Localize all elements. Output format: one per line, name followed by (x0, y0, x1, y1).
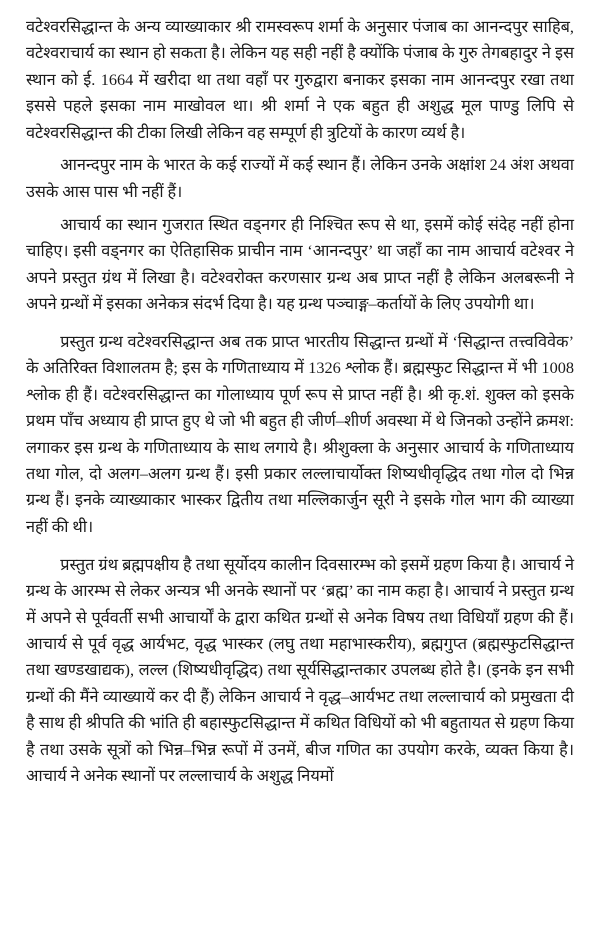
document-body (26, 14, 574, 789)
paragraph: प्रस्तुत ग्रन्थ वटेश्वरसिद्धान्त अब तक प्राप्त भारतीय सिद्धान्त ग्रन्थों में ‘सिद्धान्त तत्त्वविवेक’ के अतिरिक्त विशालतम है; इस के गणिताध्याय में 1326 श्लोक हैं। ब्रह्मस्फुट सिद्धान्त में भी 1008 श्लोक ही हैं। वटेश्वरसिद्धान्त का गोलाध्याय पूर्ण रूप से प्राप्त नहीं है। श्री कृ.शं. शुक्ल को इसके प्रथम पाँच अध्याय ही प्राप्त हुए थे जो भी बहुत ही जीर्ण–शीर्ण अवस्था में थे जिनको उन्होंने क्रमश: लगाकर इस ग्रन्थ के गणिताध्याय के साथ लगाये है। श्रीशुक्ला के अनुसार आचार्य के गणिताध्याय तथा गोल, दो अलग–अलग ग्रन्थ हैं। इसी प्रकार लल्लाचार्योक्त शिष्यधीवृद्धिद तथा गोल दो भिन्न ग्रन्थ हैं। इनके व्याख्याकार भास्कर द्वितीय तथा मल्लिकार्जुन सूरी ने इसके गोल भाग की व्याख्या नहीं की थी। (26, 332, 574, 536)
paragraph: आनन्दपुर नाम के भारत के कई राज्यों में कई स्थान हैं। लेकिन उनके अक्षांश 24 अंश अथवा उसके आस पास भी नहीं हैं। (26, 155, 574, 201)
paragraph: वटेश्वरसिद्धान्त के अन्य व्याख्याकार श्री रामस्वरूप शर्मा के अनुसार पंजाब का आनन्दपुर साहिब, वटेश्वराचार्य का स्थान हो सकता है। लेकिन यह सही नहीं है क्योंकि पंजाब के गुरु तेगबहादुर ने इस स्थान को ई. 1664 में खरीदा था तथा वहाँ पर गुरुद्वारा बनाकर इसका नाम आनन्दपुर रखा तथा इससे पहले इसका नाम माखोवल था। श्री शर्मा ने एक बहुत ही अशुद्ध मूल पाण्डु लिपि से वटेश्वरसिद्धान्त की टीका लिखी लेकिन वह सम्पूर्ण ही त्रुटियों के कारण व्यर्थ है। (26, 17, 574, 142)
paragraph: आचार्य का स्थान गुजरात स्थित वड्नगर ही निश्चित रूप से था, इसमें कोई संदेह नहीं होना चाहिए। इसी वड्नगर का ऐतिहासिक प्राचीन नाम ‘आनन्दपुर’ था जहाँ का नाम आचार्य वटेश्वर ने अपने प्रस्तुत ग्रंथ में लिखा है। वटेश्वरोक्त करणसार ग्रन्थ अब प्राप्त नहीं है लेकिन अलबरूनी ने अपने ग्रन्थों में इसका अनेकत्र संदर्भ दिया है। यह ग्रन्थ पञ्चाङ्ग–कर्तायों के लिए उपयोगी था। (26, 214, 574, 313)
paragraph: प्रस्तुत ग्रंथ ब्रह्मपक्षीय है तथा सूर्योदय कालीन दिवसारम्भ को इसमें ग्रहण किया है। आचार्य ने ग्रन्थ के आरम्भ से लेकर अन्यत्र भी अनके स्थानों पर ‘ब्रह्म’ का नाम कहा है। आचार्य ने प्रस्तुत ग्रन्थ में अपने से पूर्ववर्ती सभी आचार्यों के द्वारा कथित ग्रन्थों से अनेक विषय तथा विधियाँ ग्रहण की हैं। आचार्य से पूर्व वृद्ध आर्यभट, वृद्ध भास्कर (लघु तथा महाभास्करीय), ब्रह्मगुप्त (ब्रह्मस्फुटसिद्धान्त तथा खण्डखाद्यक), लल्ल (शिष्यधीवृद्धिद) तथा सूर्यसिद्धान्तकार उपलब्ध होते है। (इनके इन सभी ग्रन्थों की मैंने व्याख्यायें कर दी हैं) लेकिन आचार्य ने वृद्ध–आर्यभट तथा लल्लाचार्य को प्रमुखता दी है साथ ही श्रीपति की भांति ही बहास्फुटसिद्धान्त में कथित विधियों को भी बहुतायत से ग्रहण किया है तथा उसके सूत्रों को भिन्न–भिन्न रूपों में उनमें, बीज गणित का उपयोग करके, व्यक्त किया है। आचार्य ने अनेक स्थानों पर लल्लाचार्य के अशुद्ध नियमों (26, 554, 574, 786)
